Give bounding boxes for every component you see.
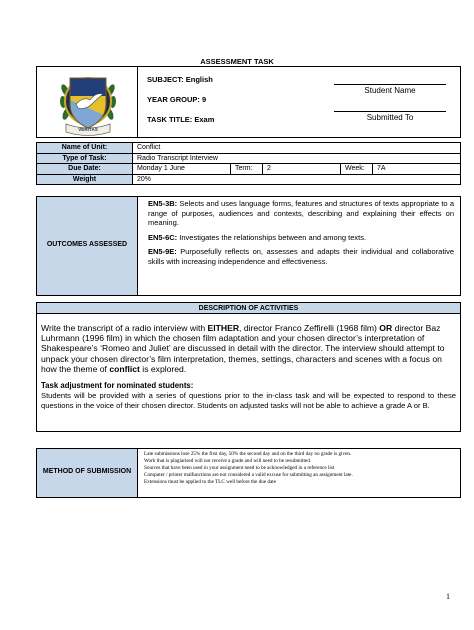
submission-section [36, 448, 461, 498]
adjustment-title: Task adjustment for nominated students: [41, 381, 194, 391]
outcome-item [148, 247, 454, 266]
due-date-label: Due Date: [37, 164, 133, 175]
submission-rule: Late submissions lose 25% the first day, 50% the second day and on the third day no grade is given. [144, 451, 352, 457]
subject-label: SUBJECT: English [147, 75, 213, 84]
task-type-value: Radio Transcript Interview [133, 153, 461, 164]
submitted-to-label: Submitted To [366, 113, 414, 122]
weight-label: Weight [37, 174, 133, 185]
activity-text-part: Write the transcript of a radio interview with [41, 323, 208, 333]
submission-rule: Computer / printer malfunctions are not considered a valid excuse for submitting an assignment late. [144, 472, 353, 478]
either-emphasis: EITHER [207, 323, 240, 333]
submission-rule: Extensions must be applied to the TLC well before the due date [144, 479, 277, 485]
activity-text-part: is explored. [139, 363, 187, 374]
page-title: ASSESSMENT TASK [200, 57, 274, 66]
due-date-value: Monday 1 June [133, 164, 231, 175]
term-value: 2 [263, 164, 341, 175]
outcome-code: EN5-6C: [148, 232, 178, 242]
unit-name-label: Name of Unit: [37, 143, 133, 154]
activities-header: DESCRIPTION OF ACTIVITIES [37, 303, 460, 314]
logo-motto: VERITAS [78, 127, 98, 132]
week-label: Week: [341, 164, 373, 175]
week-value: 7A [373, 164, 461, 175]
outcomes-section [36, 196, 461, 296]
school-crest-logo [56, 70, 120, 136]
activities-section [36, 302, 461, 432]
task-type-label: Type of Task: [37, 153, 133, 164]
year-group-label: YEAR GROUP: 9 [147, 95, 207, 104]
page-number: 1 [446, 592, 450, 601]
header-divider [137, 67, 138, 137]
outcome-item [148, 199, 454, 228]
submission-rules [137, 449, 460, 497]
submission-rule: Work that is plagiarised will not receive a grade and will need to be resubmitted. [144, 458, 312, 464]
activity-text-part: director Baz Luhrmann (1996 film) in which the chosen film adaptation and your chosen director’s interpretation of Shakespeare’s ‘Romeo and Juliet’ are discussed in detail with the director. The interview should attempt to unpack your chosen director’s film interpretation, themes, settings, characters and scenes with a focus on how the theme of [41, 323, 445, 374]
activity-description [41, 323, 456, 374]
task-info-table [36, 142, 461, 185]
student-name-line [334, 84, 446, 85]
header-box [36, 66, 461, 138]
outcome-item [148, 233, 454, 243]
outcomes-list [137, 197, 460, 295]
outcome-text: Purposefully reflects on, assesses and adapts their individual and collaborative skills with increasing independence and effectiveness. [148, 247, 454, 266]
outcome-text: Selects and uses language forms, features and structures of texts appropriate to a range of purposes, audiences and contexts, describing and explaining their effects on meaning. [148, 199, 454, 228]
submission-label: METHOD OF SUBMISSION [42, 468, 132, 475]
adjustment-text: Students will be provided with a series of questions prior to the in-class task and will be expected to respond to these questions in the voice of their chosen director. Students on adjusted tasks will not be able to achieve a grade A or B. [41, 391, 456, 411]
outcome-code: EN5-9E: [148, 247, 177, 257]
outcomes-label: OUTCOMES ASSESSED [46, 241, 128, 248]
activities-body [37, 314, 460, 411]
term-label: Term: [231, 164, 263, 175]
unit-name-value: Conflict [133, 143, 461, 154]
submission-rule: Sources that have been used in your assignment need to be acknowledged in a reference list [144, 465, 335, 471]
student-name-label: Student Name [364, 86, 416, 95]
task-title-label: TASK TITLE: Exam [147, 115, 215, 124]
submitted-to-line [334, 111, 446, 112]
outcome-code: EN5-3B: [148, 199, 178, 208]
or-emphasis: OR [379, 323, 393, 333]
conflict-emphasis: conflict [109, 363, 140, 374]
activity-text-part: , director Franco Zeffirelli (1968 film) [239, 323, 380, 333]
weight-value: 20% [133, 174, 461, 185]
outcome-text: Investigates the relationships between and among texts. [177, 232, 367, 242]
